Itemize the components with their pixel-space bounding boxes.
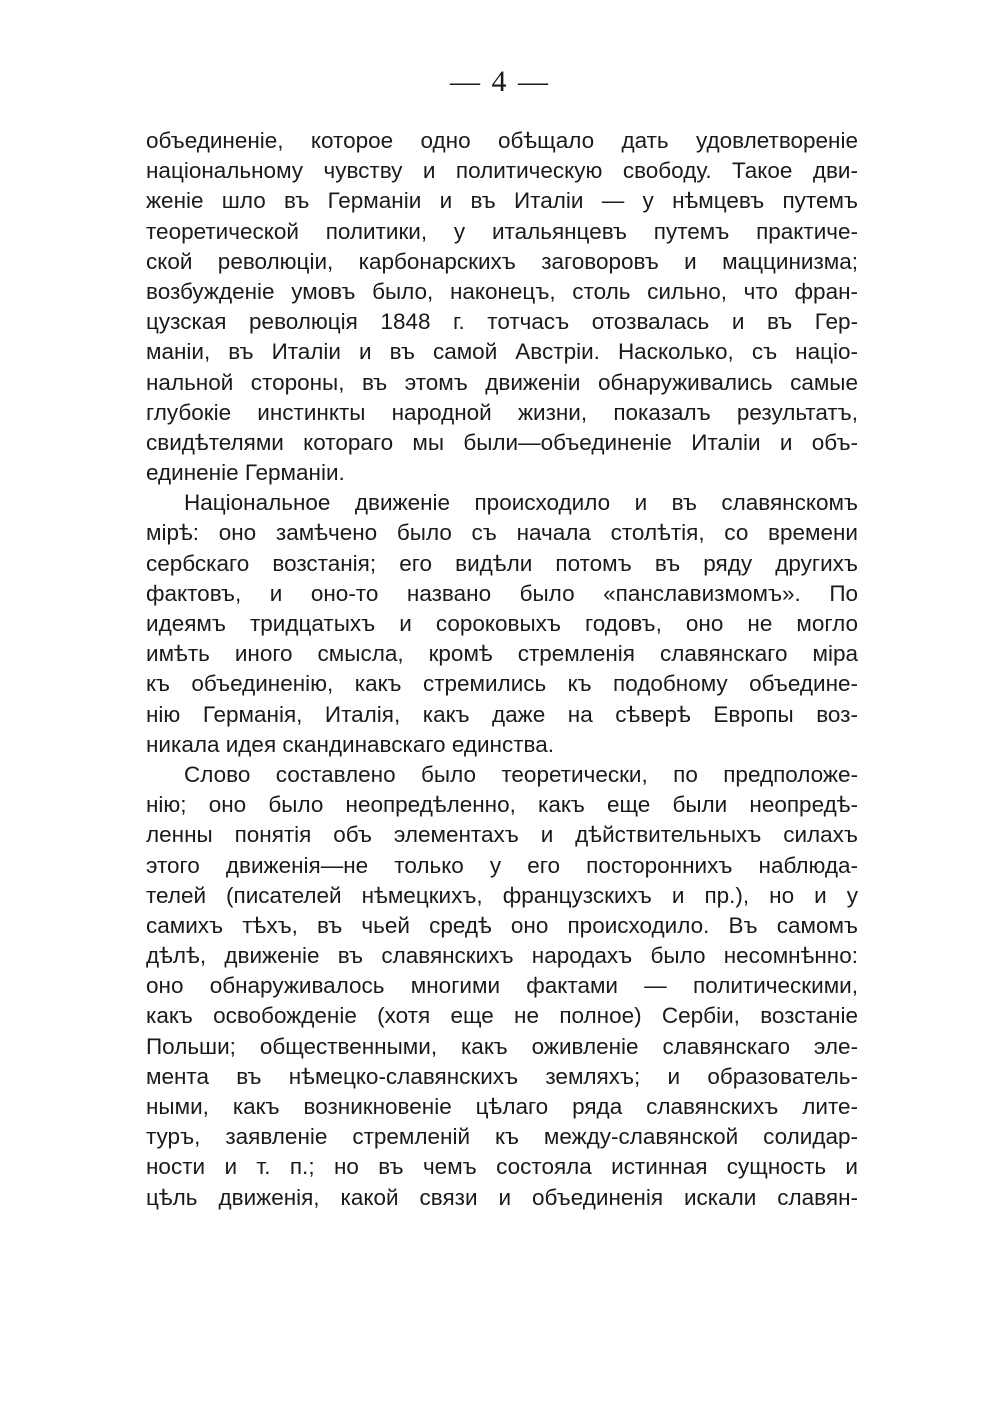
page-number: — 4 — (450, 65, 550, 98)
text-line: мiрѣ: оно замѣчено было съ начала столѣтiя, со времени (146, 520, 858, 546)
text-line: дѣлѣ, движенie въ славянскихъ народахъ было несомнѣнно: (146, 943, 858, 969)
text-line: къ объединенiю, какъ стремились къ подобному объедине- (146, 671, 858, 697)
text-line: ными, какъ возникновенie цѣлаго ряда славянскихъ лите- (146, 1094, 858, 1119)
text-line: туръ, заявленie стремленiй къ между-славянской солидар- (146, 1124, 858, 1150)
text-line: единенie Германiи. (146, 460, 345, 486)
text-line: теоретической политики, у итальянцевъ путемъ практиче- (146, 218, 858, 244)
text-line: самихъ тѣхъ, въ чьей средѣ оно происходило. Въ самомъ (146, 912, 858, 938)
text-line: Нацiональное движенie происходило и въ славянскомъ (184, 490, 858, 516)
text-line: сербскаго возстанiя; его видѣли потомъ въ ряду другихъ (146, 550, 858, 576)
text-line: нацiональному чувству и политическую свободу. Такое дви- (146, 158, 858, 184)
text-line: нальной стороны, въ этомъ движенiи обнаруживались самые (146, 369, 858, 395)
text-line: глубокie инстинкты народной жизни, показалъ результатъ, (146, 399, 858, 425)
text-line: мента въ нѣмецко-славянскихъ земляхъ; и образователь- (146, 1063, 858, 1089)
text-line: манiи, въ Италiи и въ самой Австрiи. Насколько, съ нацiо- (146, 339, 858, 365)
text-line: никала идея скандинавскаго единства. (146, 731, 554, 757)
text-line: ленны понятiя объ элементахъ и дѣйствительныхъ силахъ (146, 822, 858, 848)
text-line: имѣть иного смысла, кромѣ стремленiя славянскаго мiра (146, 641, 858, 667)
text-line: телей (писателей нѣмецкихъ, французскихъ и пр.), но и у (146, 882, 858, 908)
text-line: цѣль движенiя, какой связи и объединенiя искали славян- (146, 1184, 858, 1210)
text-line: нiю; оно было неопредѣленно, какъ еще были неопредѣ- (146, 792, 858, 818)
text-line: этого движенiя—не только у его постороннихъ наблюда- (146, 852, 858, 878)
text-line: свидѣтелями котораго мы были—объединенie Италiи и объ- (146, 429, 858, 455)
text-line: фактовъ, и оно-то названо было «панславизмомъ». По (146, 580, 858, 606)
text-line: какъ освобожденie (хотя еще не полное) Сербiи, возстанie (146, 1003, 858, 1029)
text-line: Слово составлено было теоретически, по предположе- (184, 761, 858, 787)
text-line: возбужденie умовъ было, наконецъ, столь сильно, что фран- (146, 278, 858, 304)
text-line: оно обнаруживалось многими фактами — политическими, (146, 973, 858, 999)
text-line: ской революцiи, карбонарскихъ заговоровъ и маццинизма; (146, 248, 858, 274)
text-line: объединенie, которое одно обѣщало дать удовлетворенie (146, 128, 858, 153)
text-line: Польши; общественными, какъ оживленie славянскаго эле- (146, 1033, 858, 1059)
text-line: ности и т. п.; но въ чемъ состояла истинная сущность и (146, 1154, 858, 1180)
text-line: женie шло въ Германiи и въ Италiи — у нѣмцевъ путемъ (146, 188, 858, 214)
text-line: цузская революцiя 1848 г. тотчасъ отозвалась и въ Гер- (146, 309, 858, 335)
text-line: нiю Германiя, Италiя, какъ даже на сѣверѣ Европы воз- (146, 701, 858, 727)
body-text (146, 126, 858, 1213)
text-line: идеямъ тридцатыхъ и сороковыхъ годовъ, оно не могло (146, 611, 858, 636)
